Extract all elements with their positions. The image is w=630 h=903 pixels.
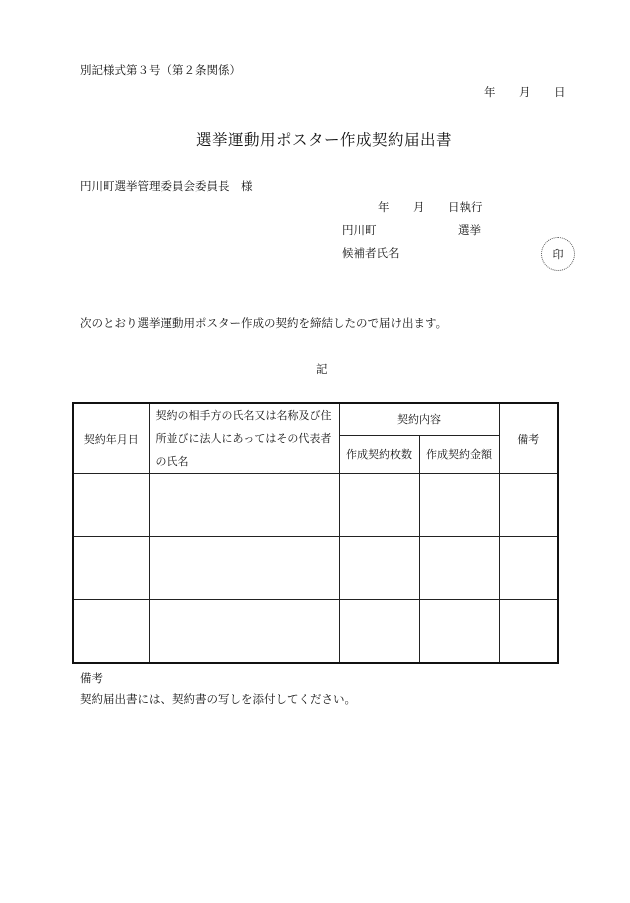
header-contract-amount: 作成契約金額 (419, 435, 499, 473)
counterparty-line: 契約の相手方の氏名又は名称及び住 (155, 409, 332, 422)
election-town: 円川町 (342, 223, 377, 237)
cell-count[interactable] (339, 474, 419, 537)
contract-table (72, 402, 559, 664)
ki-heading: 記 (316, 362, 328, 376)
header-contract-contents: 契約内容 (339, 403, 499, 435)
cell-counterparty[interactable] (149, 600, 339, 663)
cell-remarks[interactable] (499, 537, 558, 600)
counterparty-line: 所並びに法人にあってはその代表者 (155, 432, 332, 445)
exec-day: 日執行 (448, 200, 483, 214)
table-row (73, 474, 558, 537)
seal-label: 印 (552, 248, 564, 261)
body-text: 次のとおり選挙運動用ポスター作成の契約を締結したので届け出ます。 (80, 316, 448, 330)
cell-count[interactable] (339, 600, 419, 663)
cell-count[interactable] (339, 537, 419, 600)
header-remarks: 備考 (499, 403, 558, 474)
document-title: 選挙運動用ポスター作成契約届出書 (196, 131, 453, 149)
candidate-name-label: 候補者氏名 (342, 246, 400, 260)
cell-date[interactable] (73, 600, 149, 663)
table-row (73, 537, 558, 600)
cell-counterparty[interactable] (149, 537, 339, 600)
cell-date[interactable] (73, 537, 149, 600)
header-counterparty (149, 403, 339, 474)
cell-amount[interactable] (419, 474, 499, 537)
counterparty-line: の氏名 (155, 455, 189, 468)
election-type: 選挙 (458, 223, 481, 237)
cell-amount[interactable] (419, 600, 499, 663)
cell-remarks[interactable] (499, 600, 558, 663)
addressee: 円川町選挙管理委員会委員長 様 (80, 179, 253, 193)
notes-heading: 備考 (80, 671, 103, 685)
exec-month: 月 (413, 200, 425, 214)
header-contract-date: 契約年月日 (73, 403, 149, 474)
seal-mark (541, 237, 575, 271)
cell-counterparty[interactable] (149, 474, 339, 537)
notes-text: 契約届出書には、契約書の写しを添付してください。 (80, 692, 356, 706)
table-row (73, 600, 558, 663)
date-month: 月 (519, 85, 531, 99)
date-day: 日 (554, 85, 566, 99)
exec-year: 年 (378, 200, 390, 214)
form-label: 別記様式第３号（第２条関係） (80, 63, 241, 77)
date-year: 年 (484, 85, 496, 99)
table-header-row (73, 403, 558, 435)
cell-amount[interactable] (419, 537, 499, 600)
header-sheet-count: 作成契約枚数 (339, 435, 419, 473)
cell-remarks[interactable] (499, 474, 558, 537)
cell-date[interactable] (73, 474, 149, 537)
